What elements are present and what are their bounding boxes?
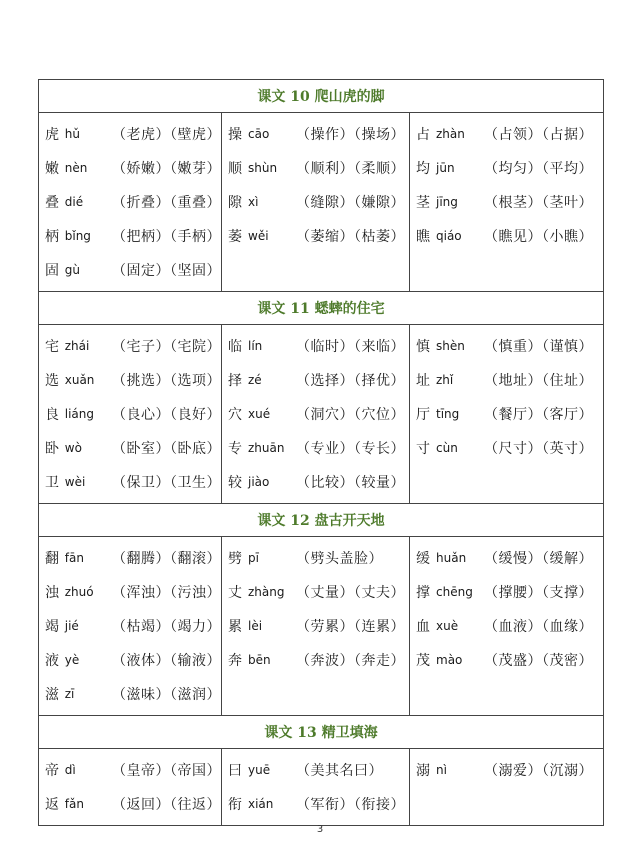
vocab-pinyin: wěi bbox=[248, 229, 269, 243]
vocab-character: 帝 bbox=[45, 763, 59, 779]
vocab-words: （操作）（操场） bbox=[296, 127, 405, 143]
vocab-pinyin: nèn bbox=[64, 161, 88, 175]
vocab-character: 占 bbox=[416, 127, 430, 143]
vocab-words: （专业）（专长） bbox=[296, 441, 405, 457]
vocab-character: 滋 bbox=[45, 687, 59, 703]
vocab-entry bbox=[45, 397, 221, 431]
vocab-column bbox=[222, 113, 410, 292]
vocab-character: 丈 bbox=[228, 585, 242, 601]
vocab-character: 择 bbox=[228, 373, 242, 389]
vocab-entry bbox=[228, 117, 409, 151]
vocab-column bbox=[39, 113, 222, 292]
vocab-character: 萎 bbox=[228, 229, 242, 245]
vocab-character: 均 bbox=[416, 161, 430, 177]
vocab-character: 良 bbox=[45, 407, 59, 423]
lesson-header bbox=[39, 80, 604, 113]
vocab-pinyin: gù bbox=[64, 263, 80, 277]
vocabulary-table bbox=[38, 79, 604, 826]
vocab-words: （选择）（择优） bbox=[296, 373, 405, 389]
vocab-character: 液 bbox=[45, 653, 59, 669]
vocab-words: （把柄）（手柄） bbox=[112, 229, 221, 245]
page-number: 3 bbox=[316, 824, 324, 835]
lesson-title: 课文 12 盘古开天地 bbox=[39, 504, 604, 537]
vocab-words: （慎重）（谨慎） bbox=[484, 339, 593, 355]
vocab-column bbox=[410, 113, 604, 292]
vocab-words: （卧室）（卧底） bbox=[112, 441, 221, 457]
vocab-entry bbox=[228, 643, 409, 677]
vocab-words: （地址）（住址） bbox=[484, 373, 593, 389]
vocab-character: 返 bbox=[45, 797, 59, 813]
vocab-pinyin: zhàn bbox=[436, 127, 465, 141]
vocab-character: 操 bbox=[228, 127, 242, 143]
vocab-character: 慎 bbox=[416, 339, 430, 355]
lesson-header bbox=[39, 716, 604, 749]
vocab-words: （比较）（较量） bbox=[296, 475, 405, 491]
vocab-words: （萎缩）（枯萎） bbox=[296, 229, 405, 245]
vocab-character: 较 bbox=[228, 475, 242, 491]
vocab-words: （翻腾）（翻滚） bbox=[112, 551, 221, 567]
vocab-character: 柄 bbox=[45, 229, 59, 245]
vocab-words: （溺爱）（沉溺） bbox=[484, 763, 593, 779]
vocab-entry bbox=[416, 541, 603, 575]
vocab-entry bbox=[228, 219, 409, 253]
vocab-entry bbox=[228, 787, 409, 821]
vocab-character: 茂 bbox=[416, 653, 430, 669]
vocab-words: （返回）（往返） bbox=[112, 797, 221, 813]
vocab-character: 虎 bbox=[45, 127, 59, 143]
vocab-words: （挑选）（选项） bbox=[112, 373, 221, 389]
vocab-entry bbox=[228, 465, 409, 499]
vocab-words: （娇嫩）（嫩芽） bbox=[112, 161, 221, 177]
vocab-pinyin: xuǎn bbox=[64, 373, 95, 387]
vocab-words: （老虎）（壁虎） bbox=[112, 127, 221, 143]
vocab-character: 劈 bbox=[228, 551, 242, 567]
vocab-pinyin: wèi bbox=[64, 475, 86, 489]
vocab-pinyin: zhuān bbox=[248, 441, 285, 455]
vocab-words: （劈头盖脸） bbox=[296, 551, 383, 567]
vocab-pinyin: bēn bbox=[248, 653, 271, 667]
vocab-entry bbox=[45, 253, 221, 287]
vocab-column bbox=[39, 749, 222, 826]
vocab-pinyin: chēng bbox=[436, 585, 473, 599]
vocab-pinyin: zhàng bbox=[248, 585, 285, 599]
vocab-character: 宅 bbox=[45, 339, 59, 355]
vocab-entry bbox=[45, 753, 221, 787]
vocab-character: 隙 bbox=[228, 195, 242, 211]
vocab-entry bbox=[416, 431, 603, 465]
vocab-entry bbox=[416, 575, 603, 609]
vocab-entry bbox=[45, 787, 221, 821]
vocab-character: 浊 bbox=[45, 585, 59, 601]
vocab-column bbox=[222, 749, 410, 826]
vocab-character: 曰 bbox=[228, 763, 242, 779]
lesson-body bbox=[39, 537, 604, 716]
vocab-character: 撑 bbox=[416, 585, 430, 601]
vocab-character: 选 bbox=[45, 373, 59, 389]
vocab-words: （茂盛）（茂密） bbox=[484, 653, 593, 669]
vocab-character: 累 bbox=[228, 619, 242, 635]
vocab-words: （瞧见）（小瞧） bbox=[484, 229, 593, 245]
vocab-character: 顺 bbox=[228, 161, 242, 177]
vocab-pinyin: qiáo bbox=[436, 229, 462, 243]
lesson-header bbox=[39, 504, 604, 537]
vocab-entry bbox=[45, 363, 221, 397]
vocab-pinyin: jié bbox=[64, 619, 79, 633]
vocab-entry bbox=[228, 151, 409, 185]
vocab-words: （均匀）（平均） bbox=[484, 161, 593, 177]
vocab-pinyin: zhǐ bbox=[436, 373, 454, 387]
vocab-pinyin: bǐng bbox=[64, 229, 91, 243]
vocab-pinyin: cùn bbox=[436, 441, 458, 455]
vocab-words: （固定）（坚固） bbox=[112, 263, 221, 279]
vocab-words: （折叠）（重叠） bbox=[112, 195, 221, 211]
vocab-entry bbox=[416, 329, 603, 363]
vocab-words: （撑腰）（支撑） bbox=[484, 585, 593, 601]
vocab-words: （缓慢）（缓解） bbox=[484, 551, 593, 567]
vocab-character: 卫 bbox=[45, 475, 59, 491]
lesson-body bbox=[39, 325, 604, 504]
lesson-body bbox=[39, 113, 604, 292]
vocab-words: （劳累）（连累） bbox=[296, 619, 405, 635]
vocab-character: 衔 bbox=[228, 797, 242, 813]
vocab-pinyin: nì bbox=[436, 763, 447, 777]
vocab-pinyin: cāo bbox=[248, 127, 270, 141]
vocab-pinyin: xuè bbox=[436, 619, 459, 633]
lesson-body bbox=[39, 749, 604, 826]
vocab-pinyin: shùn bbox=[248, 161, 278, 175]
vocab-pinyin: zhái bbox=[64, 339, 90, 353]
vocab-pinyin: pī bbox=[248, 551, 259, 565]
vocab-pinyin: jīng bbox=[436, 195, 458, 209]
vocab-entry bbox=[45, 219, 221, 253]
vocab-words: （液体）（输液） bbox=[112, 653, 221, 669]
vocab-entry bbox=[228, 329, 409, 363]
vocab-pinyin: tīng bbox=[436, 407, 460, 421]
vocab-entry bbox=[416, 185, 603, 219]
vocab-entry bbox=[416, 397, 603, 431]
vocab-pinyin: xì bbox=[248, 195, 259, 209]
vocab-pinyin: yuē bbox=[248, 763, 271, 777]
vocab-character: 穴 bbox=[228, 407, 242, 423]
vocab-character: 临 bbox=[228, 339, 242, 355]
vocab-entry bbox=[45, 465, 221, 499]
lesson-header bbox=[39, 292, 604, 325]
vocab-entry bbox=[416, 117, 603, 151]
vocab-entry bbox=[228, 185, 409, 219]
vocab-entry bbox=[45, 151, 221, 185]
vocab-character: 血 bbox=[416, 619, 430, 635]
vocab-character: 翻 bbox=[45, 551, 59, 567]
vocab-entry bbox=[228, 541, 409, 575]
lesson-title: 课文 13 精卫填海 bbox=[39, 716, 604, 749]
vocab-pinyin: jūn bbox=[436, 161, 455, 175]
vocab-words: （保卫）（卫生） bbox=[112, 475, 221, 491]
vocab-words: （根茎）（茎叶） bbox=[484, 195, 593, 211]
vocab-words: （奔波）（奔走） bbox=[296, 653, 405, 669]
vocab-entry bbox=[228, 575, 409, 609]
vocab-character: 卧 bbox=[45, 441, 59, 457]
vocab-words: （良心）（良好） bbox=[112, 407, 221, 423]
vocab-words: （皇帝）（帝国） bbox=[112, 763, 221, 779]
vocab-words: （军衔）（衔接） bbox=[296, 797, 405, 813]
vocab-pinyin: xián bbox=[248, 797, 274, 811]
vocab-entry bbox=[45, 185, 221, 219]
vocab-character: 叠 bbox=[45, 195, 59, 211]
vocab-pinyin: dì bbox=[64, 763, 76, 777]
vocab-words: （临时）（来临） bbox=[296, 339, 405, 355]
vocab-words: （占领）（占据） bbox=[484, 127, 593, 143]
vocab-words: （浑浊）（污浊） bbox=[112, 585, 221, 601]
vocab-words: （宅子）（宅院） bbox=[112, 339, 221, 355]
vocab-pinyin: shèn bbox=[436, 339, 465, 353]
vocab-pinyin: liáng bbox=[64, 407, 94, 421]
vocab-character: 溺 bbox=[416, 763, 430, 779]
vocab-entry bbox=[45, 643, 221, 677]
vocab-pinyin: hǔ bbox=[64, 127, 80, 141]
vocab-character: 瞧 bbox=[416, 229, 430, 245]
vocab-words: （餐厅）（客厅） bbox=[484, 407, 593, 423]
vocab-character: 厅 bbox=[416, 407, 430, 423]
lesson-title: 课文 10 爬山虎的脚 bbox=[39, 80, 604, 113]
vocab-entry bbox=[416, 609, 603, 643]
vocab-entry bbox=[228, 397, 409, 431]
vocab-entry bbox=[416, 363, 603, 397]
vocab-entry bbox=[45, 541, 221, 575]
vocab-words: （滋味）（滋润） bbox=[112, 687, 221, 703]
vocab-entry bbox=[45, 329, 221, 363]
vocab-character: 专 bbox=[228, 441, 242, 457]
vocab-column bbox=[39, 537, 222, 716]
vocab-words: （缝隙）（嫌隙） bbox=[296, 195, 405, 211]
lesson-title: 课文 11 蟋蟀的住宅 bbox=[39, 292, 604, 325]
vocab-words: （顺利）（柔顺） bbox=[296, 161, 405, 177]
vocab-entry bbox=[416, 219, 603, 253]
vocab-column bbox=[410, 749, 604, 826]
vocab-pinyin: wò bbox=[64, 441, 82, 455]
vocab-pinyin: mào bbox=[436, 653, 463, 667]
vocab-character: 竭 bbox=[45, 619, 59, 635]
vocab-entry bbox=[228, 363, 409, 397]
vocab-words: （洞穴）（穴位） bbox=[296, 407, 405, 423]
vocab-words: （血液）（血缘） bbox=[484, 619, 593, 635]
vocab-entry bbox=[228, 753, 409, 787]
vocab-pinyin: jiào bbox=[248, 475, 270, 489]
vocab-entry bbox=[45, 117, 221, 151]
vocab-column bbox=[410, 325, 604, 504]
vocab-entry bbox=[45, 677, 221, 711]
vocab-pinyin: huǎn bbox=[436, 551, 467, 565]
vocab-column bbox=[222, 537, 410, 716]
vocab-pinyin: fān bbox=[64, 551, 84, 565]
vocab-entry bbox=[416, 643, 603, 677]
vocab-entry bbox=[228, 431, 409, 465]
vocab-pinyin: fǎn bbox=[64, 797, 84, 811]
vocab-pinyin: xué bbox=[248, 407, 271, 421]
vocab-character: 奔 bbox=[228, 653, 242, 669]
vocab-pinyin: zhuó bbox=[64, 585, 94, 599]
vocab-pinyin: lèi bbox=[248, 619, 263, 633]
vocab-entry bbox=[416, 151, 603, 185]
vocab-pinyin: dié bbox=[64, 195, 84, 209]
vocab-pinyin: zī bbox=[64, 687, 75, 701]
vocab-column bbox=[222, 325, 410, 504]
vocab-column bbox=[39, 325, 222, 504]
vocab-entry bbox=[416, 753, 603, 787]
vocab-pinyin: lín bbox=[248, 339, 263, 353]
vocab-pinyin: yè bbox=[64, 653, 80, 667]
vocab-character: 嫩 bbox=[45, 161, 59, 177]
vocab-pinyin: zé bbox=[248, 373, 262, 387]
vocab-entry bbox=[45, 575, 221, 609]
vocab-entry bbox=[45, 609, 221, 643]
vocab-character: 茎 bbox=[416, 195, 430, 211]
vocab-character: 固 bbox=[45, 263, 59, 279]
vocab-character: 寸 bbox=[416, 441, 430, 457]
vocab-words: （美其名曰） bbox=[296, 763, 383, 779]
vocab-entry bbox=[228, 609, 409, 643]
vocab-words: （枯竭）（竭力） bbox=[112, 619, 221, 635]
vocab-words: （丈量）（丈夫） bbox=[296, 585, 405, 601]
vocab-entry bbox=[45, 431, 221, 465]
vocab-character: 址 bbox=[416, 373, 430, 389]
vocab-words: （尺寸）（英寸） bbox=[484, 441, 593, 457]
vocab-column bbox=[410, 537, 604, 716]
vocab-character: 缓 bbox=[416, 551, 430, 567]
